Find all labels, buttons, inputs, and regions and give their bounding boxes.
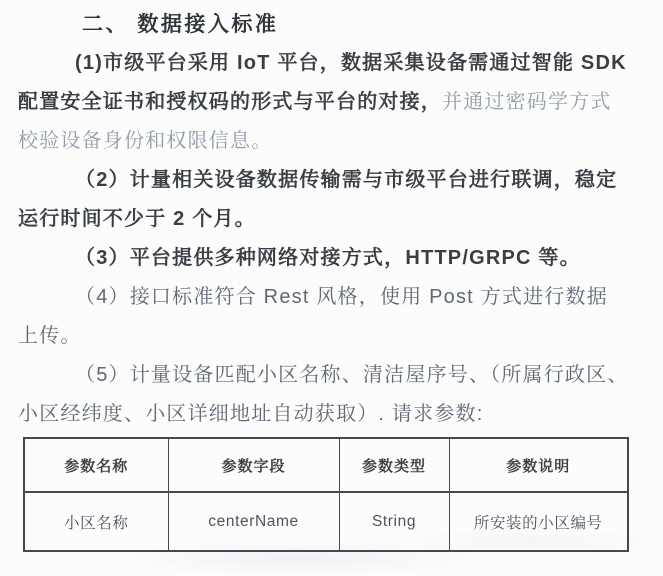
- text-segment: 校验设备身份和权限信息。: [18, 130, 273, 152]
- text-line: [18, 83, 648, 122]
- text-segment: 配置安全证书和授权码的形式与平台的对接，: [18, 91, 442, 113]
- text-segment: （3）平台提供多种网络对接方式，HTTP/GRPC 等。: [75, 247, 581, 269]
- text-line: [18, 356, 648, 395]
- table-header-cell: 参数类型: [339, 438, 449, 492]
- text-line: [18, 200, 648, 239]
- text-segment: 运行时间不少于 2 个月。: [18, 208, 256, 230]
- text-line: [18, 44, 648, 83]
- table-cell: 小区名称: [24, 492, 168, 551]
- text-line: [18, 395, 648, 434]
- text-segment: （2）计量相关设备数据传输需与市级平台进行联调，稳定: [75, 169, 618, 191]
- table-header-cell: 参数说明: [449, 438, 628, 492]
- table-row: [24, 492, 628, 551]
- text-segment: 并通过密码学方式: [442, 91, 612, 113]
- text-segment: （5）计量设备匹配小区名称、清洁屋序号、（所属行政区、: [75, 364, 629, 386]
- table-cell: String: [339, 492, 449, 551]
- table-header-cell: 参数字段: [168, 438, 339, 492]
- text-line: [18, 317, 648, 356]
- parameters-table: [23, 437, 629, 552]
- document-body: [18, 5, 648, 434]
- table-header-row: [24, 438, 628, 492]
- text-segment: 上传。: [18, 325, 82, 347]
- text-segment: 小区经纬度、小区详细地址自动获取）. 请求参数:: [18, 403, 484, 425]
- table-cell: 所安装的小区编号: [449, 492, 628, 551]
- text-line: [18, 278, 648, 317]
- text-line: [18, 239, 648, 278]
- text-segment: （4）接口标准符合 Rest 风格，使用 Post 方式进行数据: [75, 286, 608, 308]
- text-line: [18, 122, 648, 161]
- text-line: [18, 161, 648, 200]
- text-segment: (1)市级平台采用 IoT 平台，数据采集设备需通过智能 SDK: [75, 52, 627, 74]
- table-cell: centerName: [168, 492, 339, 551]
- section-heading: 二、 数据接入标准: [82, 13, 279, 36]
- table-header-cell: 参数名称: [24, 438, 168, 492]
